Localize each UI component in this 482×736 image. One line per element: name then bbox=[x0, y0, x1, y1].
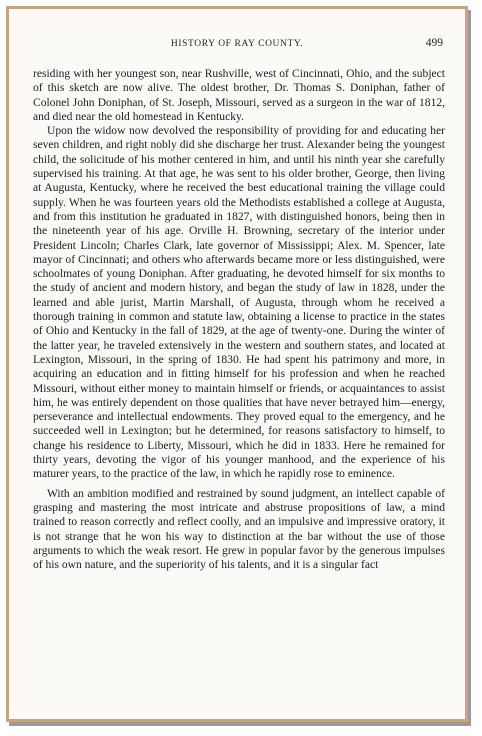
page-header bbox=[9, 39, 465, 57]
paragraph-ambition: With an ambition modified and restrained by sound judgment, an intellect capable of grasping and mastering the most intricate and abstruse propositions of law, a mind trained to reason correctly and reflect coolly, and an impulsive and impressive oratory, it is not strange that he won his way to distinction at the bar without the use of those arguments to which the weak resort. He grew in popular favor by the generous impulses of his own nature, and the superiority of his talents, and it is a singular fact bbox=[33, 487, 445, 572]
paragraph-education: Upon the widow now devolved the responsibility of providing for and educating her seven children, and right nobly did she discharge her trust. Alexander being the youngest child, the solicitude of his mother centered in him, and until his ninth year she carefully supervised his training. At that age, he was sent to his older brother, George, then living at Augusta, Kentucky, where he received the best educational training the village could supply. When he was fourteen years old the Methodists established a college at Augusta, and from this institution he graduated in 1827, with distinguished honors, being then in the nineteenth year of his age. Orville H. Browning, secretary of the interior under President Lincoln; Charles Clark, late governor of Mississippi; Alex. M. Spencer, late mayor of Cincinnati; and others who afterwards became more or less distinguished, were schoolmates of young Doniphan. After graduating, he devoted himself for six months to the study of ancient and modern history, and began the study of law in 1828, under the learned and able jurist, Martin Marshall, of Augusta, through whom he received a thorough training in common and statute law, obtaining a license to practice in the states of Ohio and Kentucky in the fall of 1829, at the age of twenty-one. During the winter of the latter year, he traveled extensively in the western and southern states, and located at Lexington, Missouri, in the spring of 1830. He had spent his patrimony and more, in acquiring an education and in fitting himself for his profession and when he reached Missouri, without either money to maintain himself or friends, or acquaintances to assist him, he was entirely dependent on those qualities that have never betrayed him—energy, perseverance and intellectual endowments. They proved equal to the emergency, and he succeeded well in Lexington; but he determined, for reasons satisfactory to himself, to change his residence to Liberty, Missouri, which he did in 1833. Here he remained for thirty years, devoting the vigor of his younger manhood, and the experience of his maturer years, to the practice of the law, in which he rapidly rose to eminence. bbox=[33, 125, 445, 481]
page-frame bbox=[6, 6, 468, 722]
running-title: HISTORY OF RAY COUNTY. bbox=[170, 39, 304, 49]
paragraph-continuation: residing with her youngest son, near Rushville, west of Cincinnati, Ohio, and the subject of this sketch are now alive. The oldest brother, Dr. Thomas S. Doniphan, father of Colonel John Doniphan, of St. Joseph, Missouri, served as a surgeon in the war of 1812, and died near the old homestead in Kentucky. bbox=[33, 68, 445, 123]
body-text bbox=[33, 67, 445, 572]
page-number: 499 bbox=[425, 37, 443, 49]
